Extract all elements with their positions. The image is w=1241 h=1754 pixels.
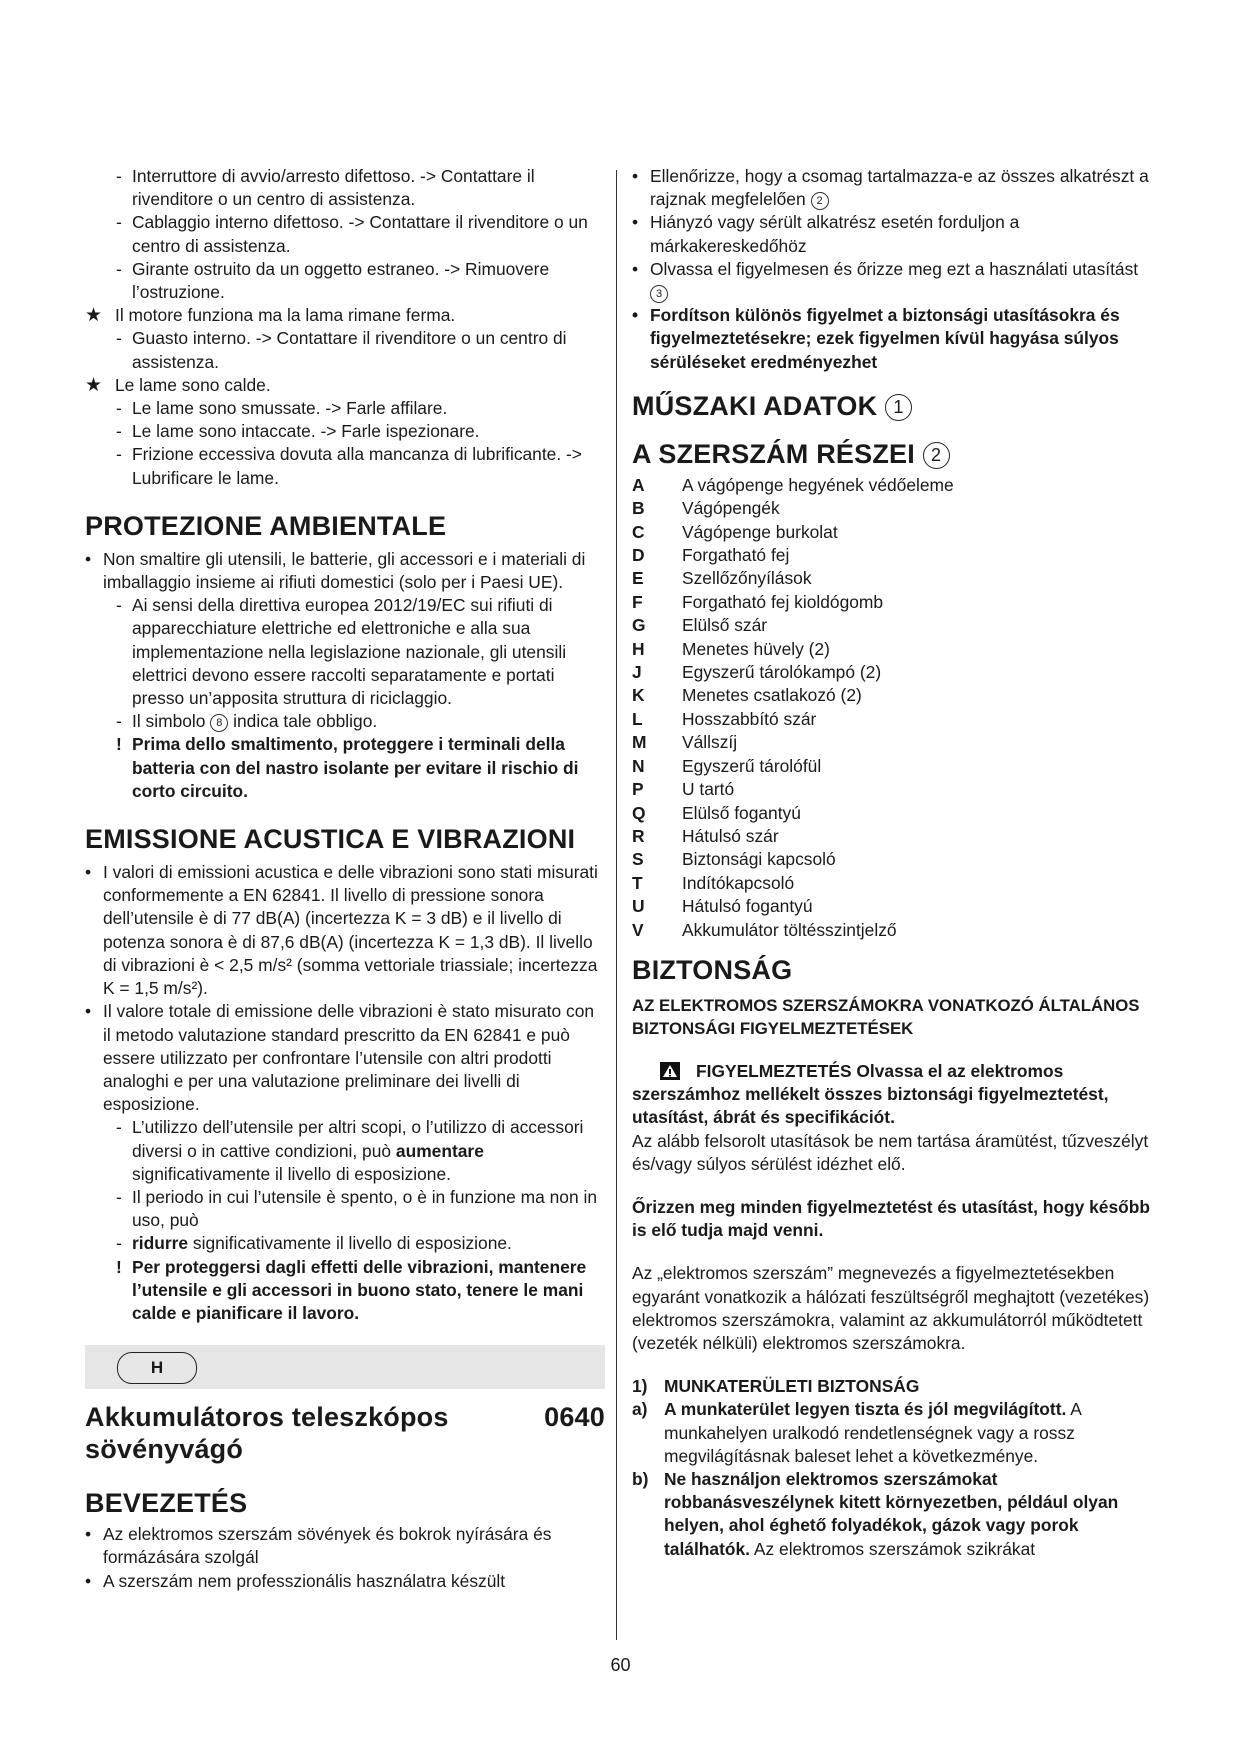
part-item-h: [632, 638, 1152, 661]
section-title-muszaki: MŰSZAKI ADATOK 1: [632, 390, 1152, 422]
part-key: C: [632, 521, 645, 542]
list-item: - Le lame sono intaccate. -> Farle ispezionare.: [85, 420, 605, 443]
figure-ref-2: 2: [811, 192, 829, 210]
part-item-l: [632, 708, 1152, 731]
part-key: H: [632, 638, 645, 659]
list-item: • Ellenőrizze, hogy a csomag tartalmazza-e az összes alkatrészt a rajznak megfelelően 2: [632, 166, 1149, 210]
product-heading: [85, 1401, 605, 1465]
right-column: [632, 165, 1152, 1561]
part-label: Elülső fogantyú: [682, 802, 801, 823]
part-key: A: [632, 474, 645, 495]
list-item: - Guasto interno. -> Contattare il rivenditore o un centro di assistenza.: [85, 327, 605, 373]
part-item-a: [632, 474, 1152, 497]
section-heading-1: 1) MUNKATERÜLETI BIZTONSÁG: [632, 1376, 920, 1397]
list-item: • Il valore totale di emissione delle vibrazioni è stato misurato con il metodo valutazione standard prescritto da EN 62841 e può essere utilizzato per confrontare l’utensile con altri prodotti analoghi e per una valutazione preliminare dei livelli di esposizione.: [85, 1001, 595, 1115]
list-item: • A szerszám nem professzionális használatra készült: [85, 1570, 506, 1591]
part-label: Menetes hüvely (2): [682, 638, 830, 659]
list-item: - ridurre significativamente il livello di esposizione.: [85, 1232, 605, 1255]
part-label: Egyszerű tárolófül: [682, 755, 822, 776]
part-label: Indítókapcsoló: [682, 872, 795, 893]
page-number: 60: [610, 1655, 631, 1675]
warning-text: ! Per proteggersi dagli effetti delle vibrazioni, mantenere l’utensile e gli accessori in buono stato, tenere le mani calde e pianificare il lavoro.: [116, 1256, 587, 1323]
list-item-b: b) Ne használjon elektromos szerszámokat robbanásveszélynek kitett környezetben, például olyan helyen, ahol éghető folyadékok, gázok vagy porok találhatók. Az elektromos szerszámok szikrákat: [632, 1469, 1119, 1559]
part-key: U: [632, 896, 645, 917]
part-item-e: [632, 567, 1152, 590]
section-title-emissione: EMISSIONE ACUSTICA E VIBRAZIONI: [85, 824, 576, 855]
list-item: - Girante ostruito da un oggetto estraneo. -> Rimuovere l’ostruzione.: [85, 258, 605, 304]
section-title-protezione: PROTEZIONE AMBIENTALE: [85, 510, 447, 541]
intro-bullets: [632, 165, 1152, 374]
list-item: - Ai sensi della direttiva europea 2012/19/EC sui rifiuti di apparecchiature elettriche ed elettroniche e alla sua implementazione nella legislazione nazionale, gli utensili elettrici devono essere raccolti separatamente e portati presso un’apposita struttura di riciclaggio.: [85, 594, 605, 710]
part-label: Hátulsó szár: [682, 825, 779, 846]
part-key: T: [632, 872, 643, 893]
part-item-q: [632, 802, 1152, 825]
part-label: Forgatható fej: [682, 545, 790, 566]
safety-subtitle: AZ ELEKTROMOS SZERSZÁMOKRA VONATKOZÓ ÁLTALÁNOS BIZTONSÁGI FIGYELMEZTETÉSEK: [632, 995, 1140, 1038]
part-item-n: [632, 755, 1152, 778]
part-item-u: [632, 895, 1152, 918]
part-label: A vágópenge hegyének védőeleme: [682, 474, 954, 495]
part-key: R: [632, 825, 645, 846]
warning-text: Az alább felsorolt utasítások be nem tartása áramütést, tűzveszélyt és/vagy súlyos sérülést idézhet elő.: [632, 1130, 1149, 1174]
list-item: • Olvassa el figyelmesen és őrizze meg ezt a használati utasítást 3: [632, 258, 1152, 304]
list-item: - Cablaggio interno difettoso. -> Contattare il rivenditore o un centro di assistenza.: [85, 211, 605, 257]
part-label: Vágópengék: [682, 498, 780, 519]
part-key: S: [632, 849, 644, 870]
part-label: Hátulsó fogantyú: [682, 896, 813, 917]
warning-paragraph: FIGYELMEZTETÉS Olvassa el az elektromos szerszámhoz mellékelt összes biztonsági figyelmeztetést, utasítást, ábrát és specifikációt.: [632, 1060, 1109, 1128]
part-label: Forgatható fej kioldógomb: [682, 591, 884, 612]
part-key: F: [632, 591, 643, 612]
figure-ref-3: 3: [650, 285, 668, 303]
product-code: 0640: [544, 1402, 605, 1433]
list-item: ★ Il motore funziona ma la lama rimane ferma.: [85, 305, 456, 327]
warning-text: ! Prima dello smaltimento, proteggere i terminali della batteria con del nastro isolante per evitare il rischio di corto circuito.: [116, 734, 579, 801]
list-item: • Hiányzó vagy sérült alkatrész esetén forduljon a márkakereskedőhöz: [632, 212, 1020, 256]
figure-ref-2: 2: [923, 442, 950, 469]
part-item-r: [632, 825, 1152, 848]
part-label: Vágópenge burkolat: [682, 521, 838, 542]
part-key: V: [632, 919, 644, 940]
list-item: • I valori di emissioni acustica e delle vibrazioni sono stati misurati conformemente a EN 62841. Il livello di pressione sonora dell’utensile è di 77 dB(A) (incertezza K = 3 dB) e il livello di potenza sonora è di 87,6 dB(A) (incertezza K = 1,3 dB). Il livello di vibrazioni è < 2,5 m/s² (somma vettoriale triassiale; incertezza K = 1,5 m/s²).: [85, 862, 598, 999]
list-item: - Interruttore di avvio/arresto difettoso. -> Contattare il rivenditore o un centro di assistenza.: [85, 165, 605, 211]
part-item-g: [632, 614, 1152, 637]
part-item-s: [632, 848, 1152, 871]
part-label: Biztonsági kapcsoló: [682, 849, 836, 870]
definition-text: Az „elektromos szerszám” megnevezés a figyelmeztetésekben egyaránt vonatkozik a hálózati feszültségről meghajtott (vezetékes) elektromos szerszámokra, valamint az akkumulátorról működtetett (vezeték nélküli) elektromos szerszámokra.: [632, 1263, 1150, 1353]
part-item-m: [632, 731, 1152, 754]
list-item: - L’utilizzo dell’utensile per altri scopi, o l’utilizzo di accessori diversi o in cattive condizioni, può aumentare significativamente il livello di esposizione.: [85, 1116, 605, 1186]
part-item-p: [632, 778, 1152, 801]
part-key: K: [632, 685, 645, 706]
part-key: E: [632, 568, 644, 589]
list-item: - Frizione eccessiva dovuta alla mancanza di lubrificante. -> Lubrificare le lame.: [85, 443, 605, 489]
part-label: Szellőzőnyílások: [682, 568, 812, 589]
star-icon: ★: [85, 374, 103, 396]
list-item-a: a) A munkaterület legyen tiszta és jól megvilágított. A munkahelyen uralkodó rendetlenségnek vagy a rossz megvilágításnak baleset lehet a következménye.: [632, 1399, 1081, 1466]
part-key: D: [632, 545, 645, 566]
part-key: P: [632, 779, 644, 800]
section-title-biztonsag: BIZTONSÁG: [632, 954, 793, 985]
part-label: U tartó: [682, 779, 735, 800]
part-item-k: [632, 684, 1152, 707]
warning-icon: [660, 1062, 680, 1080]
part-item-c: [632, 521, 1152, 544]
part-label: Akkumulátor töltésszintjelző: [682, 919, 897, 940]
part-label: Menetes csatlakozó (2): [682, 685, 862, 706]
part-key: L: [632, 708, 643, 729]
keep-instructions-text: Őrizzen meg minden figyelmeztetést és utasítást, hogy később is elő tudja majd venni.: [632, 1196, 1150, 1241]
list-item: • Non smaltire gli utensili, le batterie, gli accessori e i materiali di imballaggio insieme ai rifiuti domestici (solo per i Paesi UE).: [85, 548, 586, 593]
parts-list: [632, 474, 1152, 942]
part-key: N: [632, 755, 645, 776]
part-item-b: [632, 497, 1152, 520]
section-title-bevezetes: BEVEZETÉS: [85, 1488, 248, 1519]
list-item: - Il periodo in cui l’utensile è spento, o è in funzione ma non in uso, può: [85, 1186, 605, 1232]
product-title: Akkumulátoros teleszkópos sövényvágó: [85, 1402, 449, 1465]
part-key: G: [632, 615, 646, 636]
part-key: Q: [632, 802, 646, 823]
list-item: • Fordítson különös figyelmet a biztonsági utasításokra és figyelmeztetésekre; ezek figyelmen kívül hagyása súlyos sérüléseket eredményezhet: [632, 305, 1120, 372]
part-key: B: [632, 498, 645, 519]
part-item-t: [632, 872, 1152, 895]
part-label: Vállszíj: [682, 732, 738, 753]
part-label: Elülső szár: [682, 615, 768, 636]
list-item: - Le lame sono smussate. -> Farle affilare.: [85, 397, 605, 420]
star-icon: ★: [85, 305, 103, 327]
troubleshooting-list: [85, 165, 605, 490]
part-item-d: [632, 544, 1152, 567]
language-badge: H: [117, 1352, 197, 1384]
left-column: [85, 165, 605, 1593]
part-item-j: [632, 661, 1152, 684]
part-key: M: [632, 732, 647, 753]
list-item: • Az elektromos szerszám sövények és bokrok nyírására és formázására szolgál: [85, 1524, 552, 1568]
language-bar: [85, 1345, 605, 1389]
list-item: ★ Le lame sono calde.: [85, 374, 271, 396]
part-item-v: [632, 919, 1152, 942]
part-label: Egyszerű tárolókampó (2): [682, 662, 882, 683]
section-title-reszei: A SZERSZÁM RÉSZEI 2: [632, 438, 1152, 470]
part-label: Hosszabbító szár: [682, 708, 817, 729]
figure-ref-1: 1: [885, 394, 912, 421]
figure-ref-8: 8: [210, 714, 228, 732]
part-item-f: [632, 591, 1152, 614]
part-key: J: [632, 662, 642, 683]
list-item: - Il simbolo 8 indica tale obbligo.: [85, 710, 605, 733]
column-divider: [616, 170, 617, 1640]
